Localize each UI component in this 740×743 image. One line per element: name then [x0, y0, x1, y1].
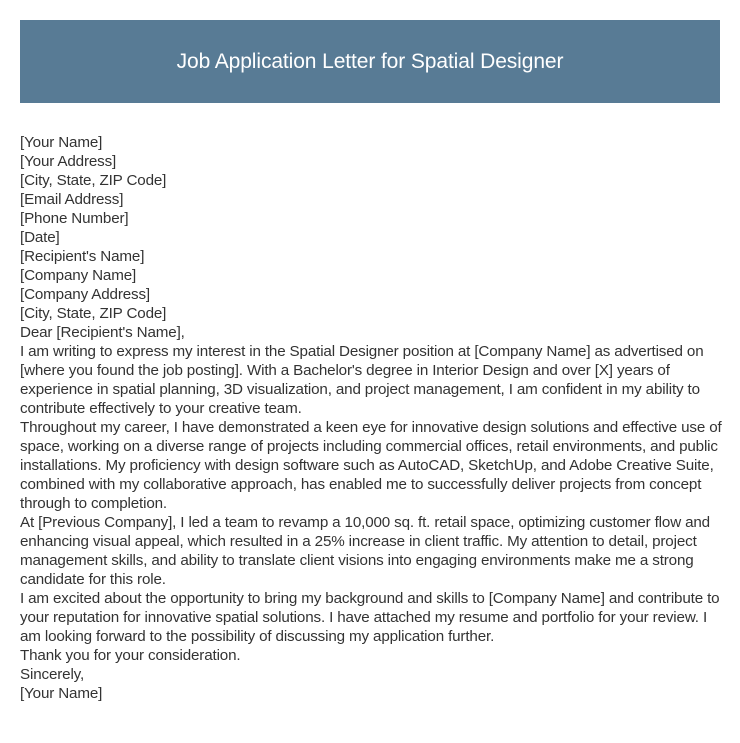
recipient-city-state-zip: [City, State, ZIP Code]: [20, 305, 167, 322]
recipient-address: [Company Address]: [20, 286, 150, 303]
closing: Sincerely,: [20, 666, 85, 683]
sender-city-state-zip: [City, State, ZIP Code]: [20, 172, 167, 189]
letter-date: [Date]: [20, 229, 60, 246]
paragraph-achievement: At [Previous Company], I led a team to revamp a 10,000 sq. ft. retail space, optimizing customer flow and enhancing visual appeal, which resulted in a 25% increase in client traffic. My attention to detail, project management skills, and ability to translate client visions into engaging environments make me a strong candidate for this role.: [20, 514, 710, 588]
letter-body: [20, 133, 725, 703]
recipient-company: [Company Name]: [20, 267, 137, 284]
recipient-name: [Recipient's Name]: [20, 248, 145, 265]
sender-email: [Email Address]: [20, 191, 124, 208]
sender-phone: [Phone Number]: [20, 210, 129, 227]
paragraph-intro: I am writing to express my interest in the Spatial Designer position at [Company Name] as advertised on [where you found the job posting]. With a Bachelor's degree in Interior Design and over [X] years of experience in spatial planning, 3D visualization, and project management, I am confident in my ability to contribute effectively to your creative team.: [20, 343, 704, 417]
salutation: Dear [Recipient's Name],: [20, 324, 185, 341]
title-banner: [20, 20, 720, 103]
page-title: Job Application Letter for Spatial Designer: [176, 49, 564, 73]
signature: [Your Name]: [20, 685, 103, 702]
paragraph-thanks: Thank you for your consideration.: [20, 647, 241, 664]
paragraph-experience: Throughout my career, I have demonstrated a keen eye for innovative design solutions and effective use of space, working on a diverse range of projects including commercial offices, retail environments, and public installations. My proficiency with design software such as AutoCAD, SketchUp, and Adobe Creative Suite, combined with my collaborative approach, has enabled me to successfully deliver projects from concept through to completion.: [20, 419, 722, 512]
paragraph-closing: I am excited about the opportunity to bring my background and skills to [Company Name] and contribute to your reputation for innovative spatial solutions. I have attached my resume and portfolio for your review. I am looking forward to the possibility of discussing my application further.: [20, 590, 720, 645]
sender-address: [Your Address]: [20, 153, 117, 170]
sender-name: [Your Name]: [20, 134, 103, 151]
